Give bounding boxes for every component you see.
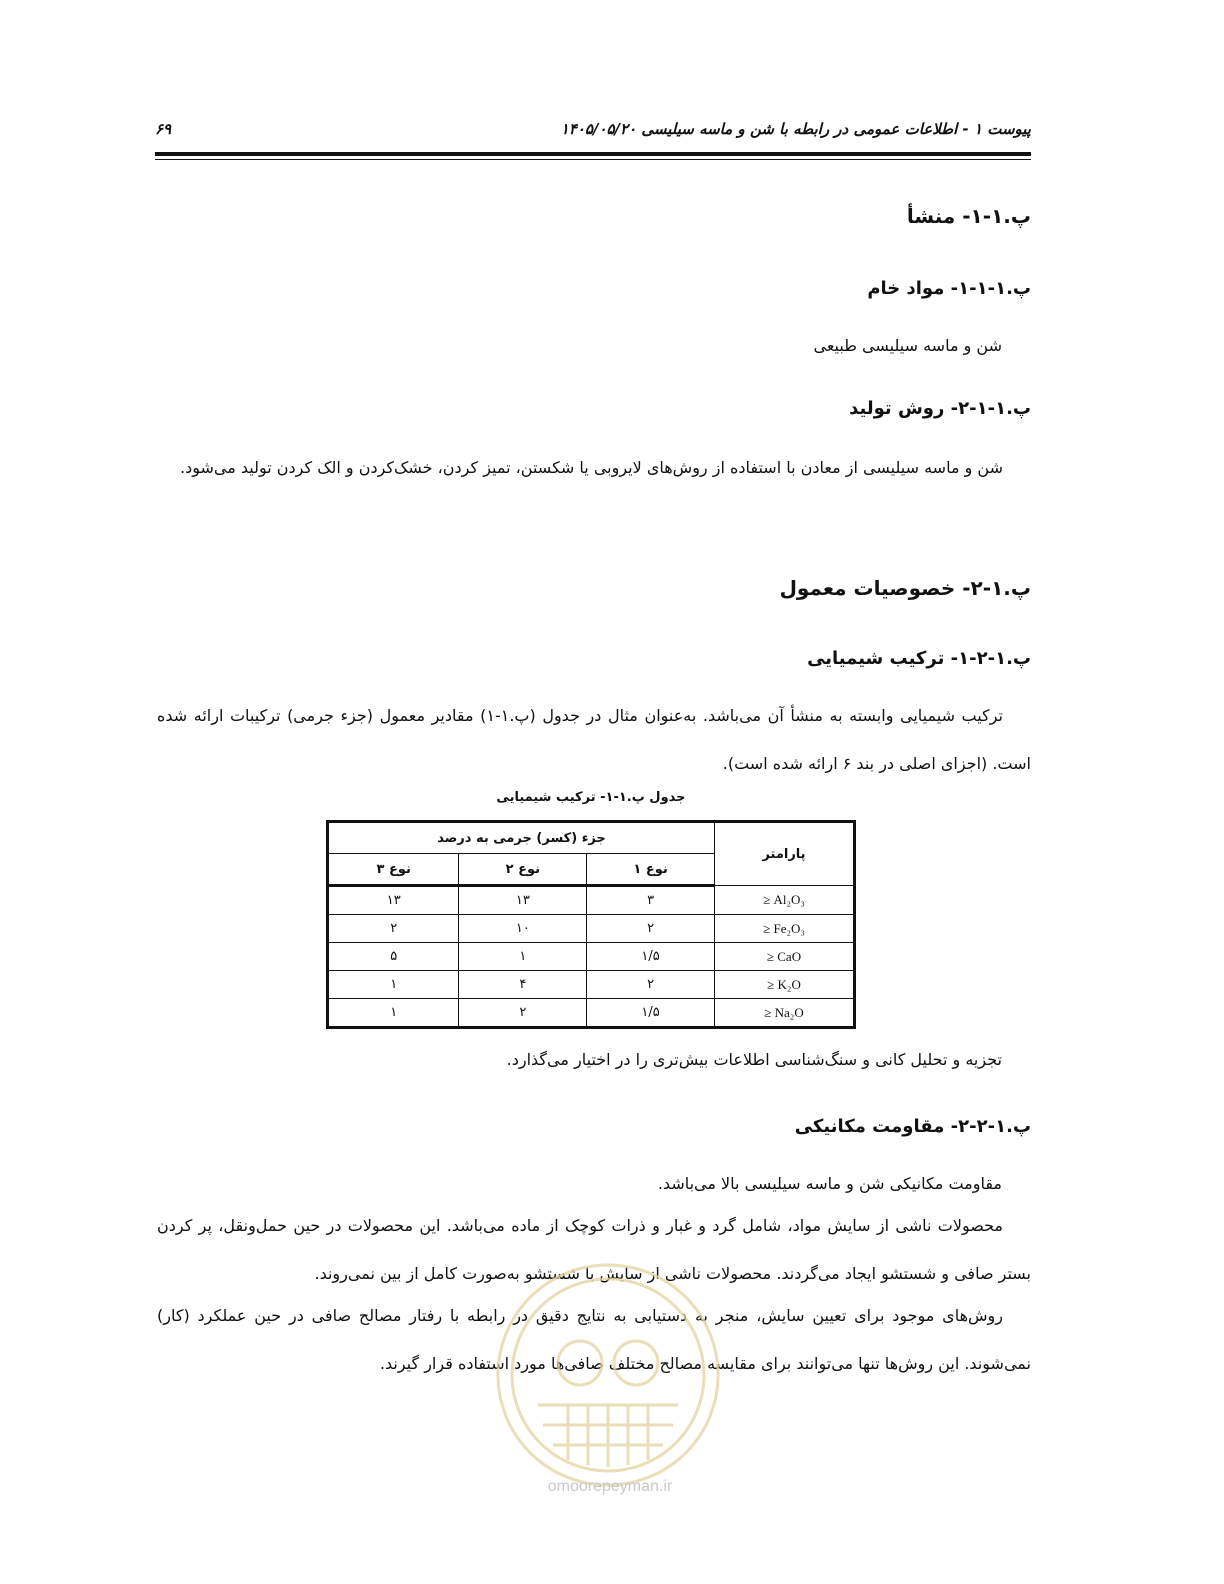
paragraph-mechanical-strength-3: روش‌های موجود برای تعیین سایش، منجر به دستیابی به نتایج دقیق در رابطه با رفتار مصالح صافی در حین عملکرد (کار) نمی‌شوند. این روش‌ها تنها می‌توانند برای مقایسه مصالح مختلف صافی‌ها مورد استفاده قرار گیرند. <box>157 1306 1031 1373</box>
col-header-type-3: نوع ۳ <box>328 854 459 886</box>
col-header-type-2: نوع ۲ <box>459 854 587 886</box>
value-cell: ۱ <box>459 943 587 971</box>
value-cell: ۱ <box>328 971 459 999</box>
chemical-composition-table <box>326 820 856 1029</box>
table-row <box>328 999 855 1028</box>
value-cell: ۱۰ <box>459 915 587 943</box>
param-cell: Al₂O₃ ≤ <box>715 886 855 915</box>
col-header-type-1: نوع ۱ <box>587 854 715 886</box>
value-cell: ۳ <box>587 886 715 915</box>
value-cell: ۲ <box>459 999 587 1028</box>
header-title: پیوست ۱ - اطلاعات عمومی در رابطه با شن و ماسه سیلیسی ۱۴۰۵/۰۵/۲۰ <box>560 120 1031 138</box>
paragraph-mineral-analysis: تجزیه و تحلیل کانی و سنگ‌شناسی اطلاعات بیش‌تری را در اختیار می‌گذارد. <box>506 1050 1002 1069</box>
table-row <box>328 971 855 999</box>
value-cell: ۱۳ <box>459 886 587 915</box>
param-cell: Na₂O ≤ <box>715 999 855 1028</box>
param-cell: Fe₂O₃ ≤ <box>715 915 855 943</box>
section-heading-raw-materials: پ.۱-۱-۱- مواد خام <box>867 278 1031 299</box>
paragraph-mechanical-strength-2: محصولات ناشی از سایش مواد، شامل گرد و غبار و ذرات کوچک از ماده می‌باشد. این محصولات در حین حمل‌ونقل، پر کردن بستر صافی و شستشو ایجاد می‌گردند. محصولات ناشی از سایش با شستشو به‌صورت کامل از بین نمی‌روند. <box>157 1216 1031 1283</box>
paragraph-production-method: شن و ماسه سیلیسی از معادن با استفاده از روش‌های لایروبی یا شکستن، تمیز کردن، خشک‌کردن و الک کردن تولید می‌شود. <box>180 458 1003 477</box>
param-cell: K₂O ≤ <box>715 971 855 999</box>
value-cell: ۱ <box>328 999 459 1028</box>
paragraph-raw-materials: شن و ماسه سیلیسی طبیعی <box>813 336 1002 355</box>
table-caption: جدول پ.۱-۱- ترکیب شیمیایی <box>496 790 686 805</box>
watermark-seal-icon <box>488 1255 728 1495</box>
table-row <box>328 915 855 943</box>
group-header: جزء (کسر) جرمی به درصد <box>328 822 715 854</box>
header-rule-thin <box>155 159 1031 160</box>
paragraph-chemical-composition: ترکیب شیمیایی وابسته به منشأ آن می‌باشد. به‌عنوان مثال در جدول (پ.۱-۱) مقادیر معمول (جزء جرمی) ترکیبات ارائه شده است. (اجزای اصلی در بند ۶ ارائه شده است). <box>157 706 1031 773</box>
value-cell: ۵ <box>328 943 459 971</box>
table-row <box>328 943 855 971</box>
section-heading-origin: پ.۱-۱- منشأ <box>906 204 1031 228</box>
value-cell: ۴ <box>459 971 587 999</box>
value-cell: ۱/۵ <box>587 943 715 971</box>
header-rule-thick <box>155 152 1031 156</box>
param-cell: CaO ≤ <box>715 943 855 971</box>
section-heading-mechanical-strength: پ.۱-۲-۲- مقاومت مکانیکی <box>794 1116 1031 1137</box>
section-heading-production-method: پ.۱-۱-۲- روش تولید <box>849 398 1031 419</box>
watermark-text: omoorepeyman.ir <box>547 1478 673 1495</box>
value-cell: ۲ <box>587 971 715 999</box>
section-heading-chemical-composition: پ.۱-۲-۱- ترکیب شیمیایی <box>807 648 1031 669</box>
section-heading-typical-properties: پ.۱-۲- خصوصیات معمول <box>779 576 1031 600</box>
page-number: ۶۹ <box>155 120 172 138</box>
table-row <box>328 886 855 915</box>
param-header: پارامتر <box>715 822 855 886</box>
value-cell: ۲ <box>328 915 459 943</box>
value-cell: ۲ <box>587 915 715 943</box>
value-cell: ۱/۵ <box>587 999 715 1028</box>
page-header <box>155 120 1031 146</box>
value-cell: ۱۳ <box>328 886 459 915</box>
paragraph-mechanical-strength-1: مقاومت مکانیکی شن و ماسه سیلیسی بالا می‌باشد. <box>657 1174 1002 1193</box>
